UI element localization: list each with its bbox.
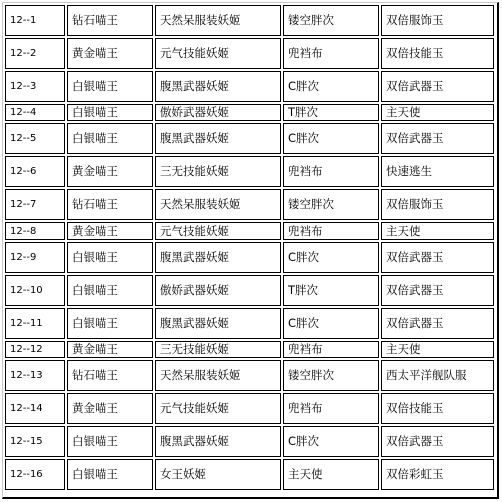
material-cell: T胖次 (283, 104, 379, 122)
row-id-cell: 12--16 (5, 459, 65, 490)
row-id-cell: 12--7 (5, 189, 65, 220)
reward-cell: 双倍武器玉 (381, 275, 494, 306)
reward-cell: 快速逃生 (381, 156, 494, 187)
material-cell: C胖次 (283, 123, 379, 154)
character-cell: 女王妖姬 (155, 459, 281, 490)
table-row (5, 426, 494, 457)
row-id-cell: 12--3 (5, 71, 65, 102)
row-id-cell: 12--12 (5, 341, 65, 359)
reward-cell: 主天使 (381, 104, 494, 122)
row-id-cell: 12--15 (5, 426, 65, 457)
reward-cell: 西太平洋舰队服 (381, 360, 494, 391)
table-row (5, 459, 494, 490)
table-row (5, 308, 494, 339)
character-cell: 天然呆服装妖姬 (155, 5, 281, 36)
reward-cell: 双倍武器玉 (381, 242, 494, 273)
reward-cell: 双倍技能玉 (381, 393, 494, 424)
reward-cell: 双倍彩虹玉 (381, 459, 494, 490)
cat-king-cell: 白银喵王 (67, 426, 153, 457)
character-cell: 腹黑武器妖姬 (155, 308, 281, 339)
reward-cell: 双倍武器玉 (381, 308, 494, 339)
cat-king-cell: 白银喵王 (67, 275, 153, 306)
material-cell: C胖次 (283, 242, 379, 273)
character-cell: 元气技能妖姬 (155, 393, 281, 424)
cat-king-cell: 钻石喵王 (67, 189, 153, 220)
material-cell: 兜裆布 (283, 222, 379, 240)
table-row (5, 242, 494, 273)
row-id-cell: 12--9 (5, 242, 65, 273)
cat-king-cell: 黄金喵王 (67, 38, 153, 69)
row-id-cell: 12--5 (5, 123, 65, 154)
character-cell: 三无技能妖姬 (155, 156, 281, 187)
row-id-cell: 12--6 (5, 156, 65, 187)
cat-king-cell: 钻石喵王 (67, 360, 153, 391)
material-cell: 主天使 (283, 459, 379, 490)
character-cell: 傲娇武器妖姬 (155, 275, 281, 306)
character-cell: 元气技能妖姬 (155, 38, 281, 69)
material-cell: 镂空胖次 (283, 360, 379, 391)
cat-king-cell: 白银喵王 (67, 242, 153, 273)
schedule-table (3, 3, 496, 492)
material-cell: 兜裆布 (283, 341, 379, 359)
table-row (5, 393, 494, 424)
row-id-cell: 12--13 (5, 360, 65, 391)
character-cell: 腹黑武器妖姬 (155, 242, 281, 273)
cat-king-cell: 钻石喵王 (67, 5, 153, 36)
cat-king-cell: 白银喵王 (67, 71, 153, 102)
reward-cell: 双倍技能玉 (381, 38, 494, 69)
character-cell: 腹黑武器妖姬 (155, 123, 281, 154)
row-id-cell: 12--10 (5, 275, 65, 306)
reward-cell: 双倍武器玉 (381, 426, 494, 457)
material-cell: 兜裆布 (283, 156, 379, 187)
table-row (5, 222, 494, 240)
reward-cell: 双倍服饰玉 (381, 5, 494, 36)
cat-king-cell: 白银喵王 (67, 104, 153, 122)
reward-cell: 双倍武器玉 (381, 71, 494, 102)
character-cell: 天然呆服装妖姬 (155, 360, 281, 391)
character-cell: 腹黑武器妖姬 (155, 426, 281, 457)
material-cell: C胖次 (283, 308, 379, 339)
cat-king-cell: 白银喵王 (67, 308, 153, 339)
cat-king-cell: 黄金喵王 (67, 393, 153, 424)
cat-king-cell: 白银喵王 (67, 123, 153, 154)
material-cell: C胖次 (283, 426, 379, 457)
reward-cell: 主天使 (381, 222, 494, 240)
character-cell: 傲娇武器妖姬 (155, 104, 281, 122)
material-cell: 兜裆布 (283, 393, 379, 424)
material-cell: 镂空胖次 (283, 189, 379, 220)
table-row (5, 71, 494, 102)
reward-cell: 双倍服饰玉 (381, 189, 494, 220)
character-cell: 腹黑武器妖姬 (155, 71, 281, 102)
row-id-cell: 12--2 (5, 38, 65, 69)
table-row (5, 360, 494, 391)
character-cell: 天然呆服装妖姬 (155, 189, 281, 220)
reward-cell: 主天使 (381, 341, 494, 359)
row-id-cell: 12--1 (5, 5, 65, 36)
row-id-cell: 12--4 (5, 104, 65, 122)
table-row (5, 123, 494, 154)
table-row (5, 38, 494, 69)
table-row (5, 5, 494, 36)
cat-king-cell: 黄金喵王 (67, 156, 153, 187)
table-row (5, 341, 494, 359)
table-row (5, 189, 494, 220)
table-row (5, 275, 494, 306)
cat-king-cell: 黄金喵王 (67, 341, 153, 359)
table-row (5, 156, 494, 187)
material-cell: C胖次 (283, 71, 379, 102)
reward-cell: 双倍武器玉 (381, 123, 494, 154)
cat-king-cell: 白银喵王 (67, 459, 153, 490)
character-cell: 元气技能妖姬 (155, 222, 281, 240)
character-cell: 三无技能妖姬 (155, 341, 281, 359)
material-cell: 兜裆布 (283, 38, 379, 69)
cat-king-cell: 黄金喵王 (67, 222, 153, 240)
row-id-cell: 12--14 (5, 393, 65, 424)
row-id-cell: 12--11 (5, 308, 65, 339)
material-cell: 镂空胖次 (283, 5, 379, 36)
material-cell: T胖次 (283, 275, 379, 306)
table-row (5, 104, 494, 122)
row-id-cell: 12--8 (5, 222, 65, 240)
